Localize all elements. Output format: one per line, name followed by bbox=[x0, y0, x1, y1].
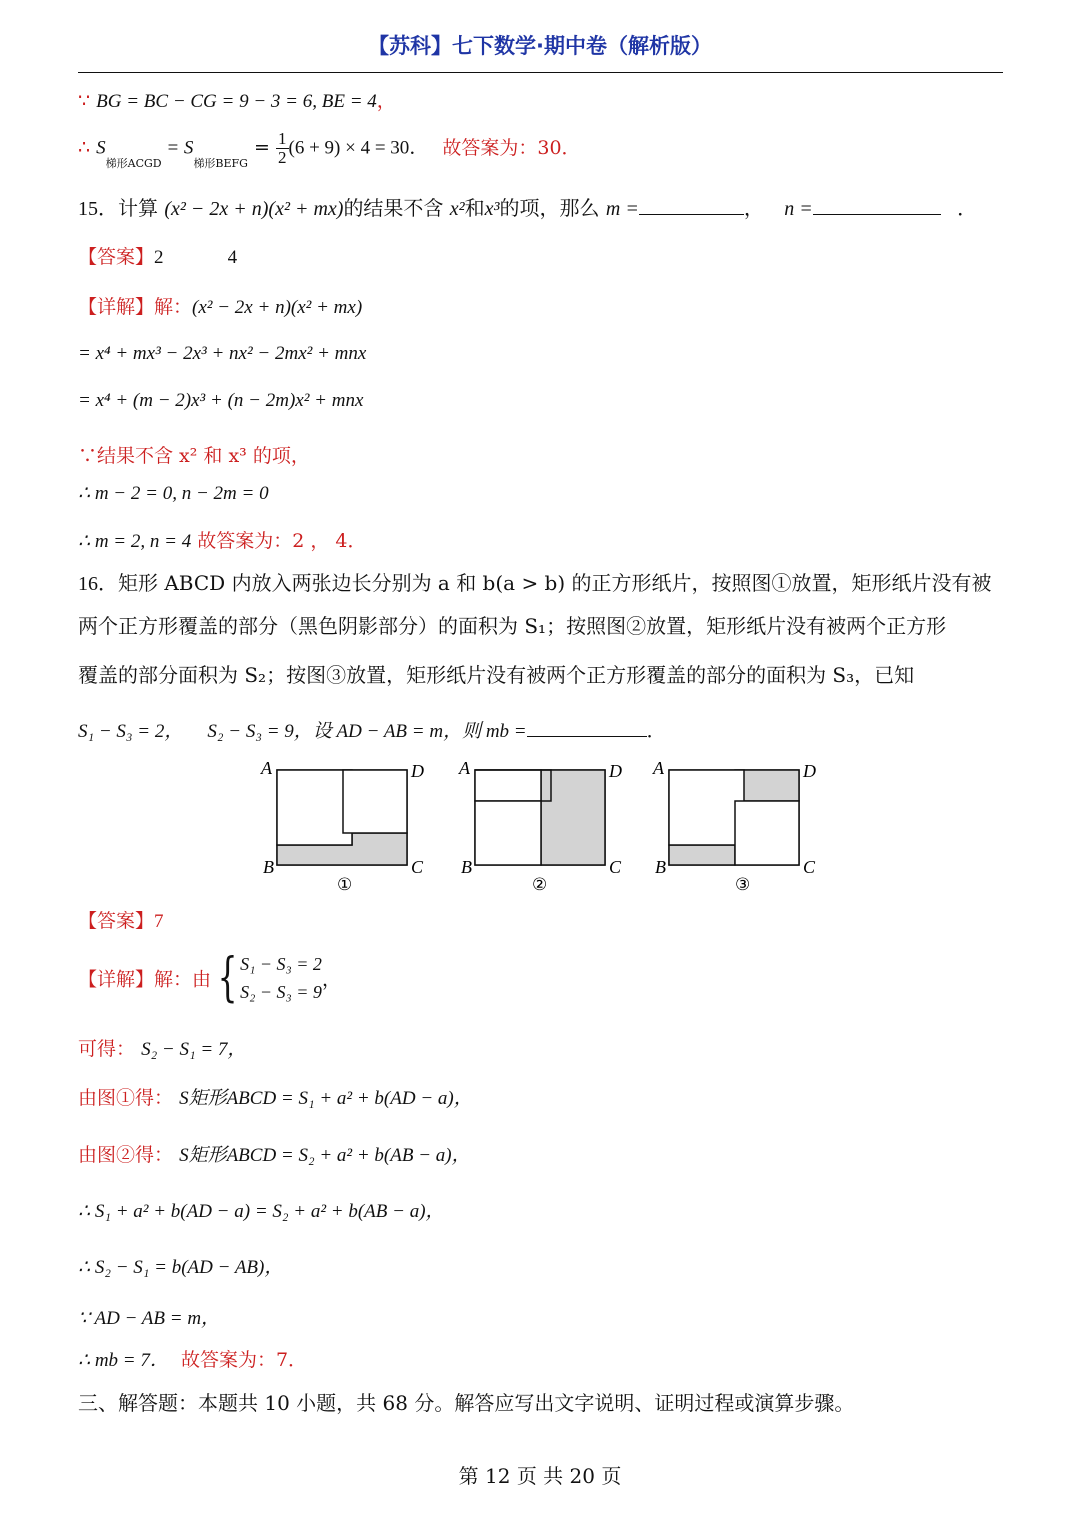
q16-step-3-label: 由图②得： bbox=[78, 1144, 174, 1166]
q16-detail-intro: 解：由 bbox=[154, 968, 212, 991]
q15-therefore-1: ∴ m − 2 = 0, n − 2m = 0 bbox=[78, 483, 269, 504]
q15-because: ∵结果不含 x² 和 x³ 的项， bbox=[78, 445, 310, 467]
q15-therefore-2-expr: ∴ m = 2, n = 4 bbox=[78, 531, 192, 552]
q16-step-1-label: 可得： bbox=[78, 1038, 136, 1060]
q15-stem-expr: (x² − 2x + n)(x² + mx) bbox=[164, 198, 344, 220]
q15-end: ． bbox=[957, 196, 978, 220]
page-header: 【苏科】七下数学·期中卷（解析版） bbox=[368, 34, 712, 58]
q15-detail-tag: 【详解】 bbox=[78, 296, 155, 318]
q15-answer-m: 2 bbox=[154, 247, 164, 268]
q15-step-1: = x⁴ + mx³ − 2x³ + nx² − 2mx² + mnx bbox=[78, 343, 367, 364]
prev-line-2-rest: (6 + 9) × 4 = 30 bbox=[288, 137, 410, 159]
figure-1-label-d: D bbox=[411, 761, 424, 781]
system-end: ， bbox=[321, 968, 341, 991]
prev-line-1-expr: BG = BC − CG = 9 − 3 = 6, BE = 4 bbox=[96, 91, 377, 112]
q16-answer-tag: 【答案】 bbox=[78, 910, 155, 932]
q16-step-7 bbox=[78, 1345, 307, 1372]
figure-1-label-c: C bbox=[411, 857, 424, 877]
q15-stem-c: 的项，那么 bbox=[499, 196, 600, 220]
q16-answer bbox=[78, 906, 164, 933]
q15-n-blank[interactable] bbox=[813, 196, 941, 215]
figure-2-label-d: D bbox=[609, 761, 622, 781]
header-rule bbox=[78, 72, 1003, 73]
figure-2-square-a bbox=[475, 801, 541, 865]
q16-step-7-expr: ∴ mb = 7． bbox=[78, 1350, 169, 1371]
q16-line-1-text: 矩形 ABCD 内放入两张边长分别为 a 和 b(a > b) 的正方形纸片，按照图①放置，矩形纸片没有被 bbox=[118, 571, 992, 595]
figure-1-label-b: B bbox=[263, 857, 274, 877]
figure-3-square-a bbox=[735, 801, 799, 865]
q16-step-1 bbox=[78, 1034, 246, 1061]
q16-line-4-a: S₁ − S₃ = 2， bbox=[78, 721, 184, 742]
figure-3-square-b bbox=[669, 770, 744, 845]
q16-line-3: 覆盖的部分面积为 S₂；按图③放置，矩形纸片没有被两个正方形覆盖的部分的面积为 S₃，已知 bbox=[78, 663, 915, 687]
q16-line-1 bbox=[78, 567, 992, 596]
system-brace: { bbox=[217, 948, 238, 1008]
q15-answer-n: 4 bbox=[227, 247, 238, 268]
figure-3-label-b: B bbox=[655, 857, 666, 877]
q16-line-4-b: S₂ − S₃ = 9，设 AD − AB = m，则 mb = bbox=[207, 721, 527, 742]
q16-mb-blank[interactable] bbox=[527, 718, 647, 737]
q16-number: 16． bbox=[78, 573, 118, 595]
q16-step-2-expr: S矩形ABCD = S₁ + a² + b(AD − a)， bbox=[179, 1088, 473, 1109]
q15-x3: x³ bbox=[484, 198, 500, 220]
figure-1-square-a bbox=[277, 770, 352, 845]
q16-step-2 bbox=[78, 1083, 473, 1110]
area-eq: = S bbox=[161, 137, 194, 159]
area-symbol: S bbox=[96, 137, 106, 159]
q16-step-5: ∴ S₂ − S₁ = b(AD − AB)， bbox=[78, 1257, 284, 1278]
figure-3-caption: ③ bbox=[735, 875, 751, 894]
figure-2-label-c: C bbox=[609, 857, 622, 877]
q15-therefore-2 bbox=[78, 526, 367, 553]
q16-step-7-answer: 故答案为：7． bbox=[180, 1349, 308, 1371]
q15-n-label: n = bbox=[784, 198, 813, 220]
figure-2-square-b-part bbox=[475, 770, 541, 801]
because-symbol: ∵ bbox=[78, 90, 91, 112]
figure-3-label-c: C bbox=[803, 857, 816, 877]
q15-m-blank[interactable] bbox=[639, 196, 744, 215]
section-3-title: 三、解答题：本题共 10 小题，共 68 分。解答应写出文字说明、证明过程或演算步骤。 bbox=[78, 1391, 855, 1415]
q15-comma: ， bbox=[743, 196, 764, 220]
area-sub-1: 梯形ACGD bbox=[105, 157, 162, 170]
equation-system bbox=[240, 950, 322, 1006]
q15-m-label: m = bbox=[605, 198, 639, 220]
q16-step-6: ∵ AD − AB = m， bbox=[78, 1308, 221, 1329]
q16-line-4-end: ． bbox=[646, 720, 666, 742]
q15-stem-a: 计算 bbox=[118, 196, 158, 220]
q15-answer-tag: 【答案】 bbox=[78, 246, 155, 268]
q16-step-3 bbox=[78, 1140, 471, 1167]
system-eq-2: S₂ − S₃ = 9 bbox=[240, 982, 322, 1002]
q15-detail bbox=[78, 292, 362, 319]
system-eq-1: S₁ − S₃ = 2 bbox=[240, 954, 322, 974]
prev-line-2-dot: ． bbox=[409, 136, 429, 159]
q15-stem-b: 的结果不含 bbox=[343, 196, 444, 220]
q16-line-4 bbox=[78, 716, 666, 743]
prev-line-1-end: ， bbox=[376, 90, 396, 112]
q15-stem bbox=[78, 192, 977, 221]
q16-step-1-expr: S₂ − S₁ = 7， bbox=[141, 1039, 247, 1060]
q16-line-2: 两个正方形覆盖的部分（黑色阴影部分）的面积为 S₁；按照图②放置，矩形纸片没有被两个正方形 bbox=[78, 614, 947, 638]
q16-step-2-label: 由图①得： bbox=[78, 1087, 174, 1109]
prev-line-1 bbox=[78, 86, 396, 113]
figure-2-caption: ② bbox=[532, 875, 548, 894]
figure-3-shade-bottom bbox=[669, 845, 735, 865]
q16-figures bbox=[255, 755, 835, 900]
figure-2-label-a: A bbox=[459, 758, 470, 778]
therefore-symbol: ∴ bbox=[78, 136, 91, 159]
fraction-half: $\frac{1}{2}$ bbox=[278, 129, 287, 167]
q15-therefore-2-answer: 故答案为：2 ， 4． bbox=[197, 530, 367, 552]
q16-answer-value: 7 bbox=[154, 911, 164, 932]
q16-step-3-expr: S矩形ABCD = S₂ + a² + b(AB − a)， bbox=[179, 1145, 471, 1166]
q15-detail-expr: (x² − 2x + n)(x² + mx) bbox=[192, 297, 363, 318]
area-sub-2: 梯形BEFG bbox=[193, 157, 248, 170]
page-footer: 第 12 页 共 20 页 bbox=[458, 1464, 622, 1488]
q15-step-2: = x⁴ + (m − 2)x³ + (n − 2m)x² + mnx bbox=[78, 390, 364, 411]
q16-detail bbox=[78, 950, 341, 1006]
figure-3-label-d: D bbox=[803, 761, 816, 781]
q15-answer bbox=[78, 242, 237, 269]
prev-line-2: ∴ $S_{梯形ACGD} = S_{梯形BEFG}$ = $\frac{1}{2}$ (6 + 9) × 4 = 30． 故答案为：30． bbox=[78, 129, 581, 170]
q15-x2: x² bbox=[449, 198, 465, 220]
figure-1-square-b bbox=[343, 770, 407, 833]
q16-detail-tag: 【详解】 bbox=[78, 968, 155, 991]
q15-detail-intro: 解： bbox=[154, 296, 193, 318]
prev-answer: 故答案为：30． bbox=[442, 136, 581, 159]
q15-and: 和 bbox=[464, 196, 485, 220]
figure-3 bbox=[652, 758, 816, 894]
figure-1-caption: ① bbox=[337, 875, 353, 894]
q15-number: 15． bbox=[78, 198, 118, 220]
figure-3-label-a: A bbox=[653, 758, 664, 778]
figure-2-label-b: B bbox=[461, 857, 472, 877]
figure-2 bbox=[458, 758, 622, 894]
q16-step-4: ∴ S₁ + a² + b(AD − a) = S₂ + a² + b(AB − a)， bbox=[78, 1201, 445, 1222]
figure-1 bbox=[260, 758, 424, 894]
figure-1-label-a: A bbox=[261, 758, 272, 778]
